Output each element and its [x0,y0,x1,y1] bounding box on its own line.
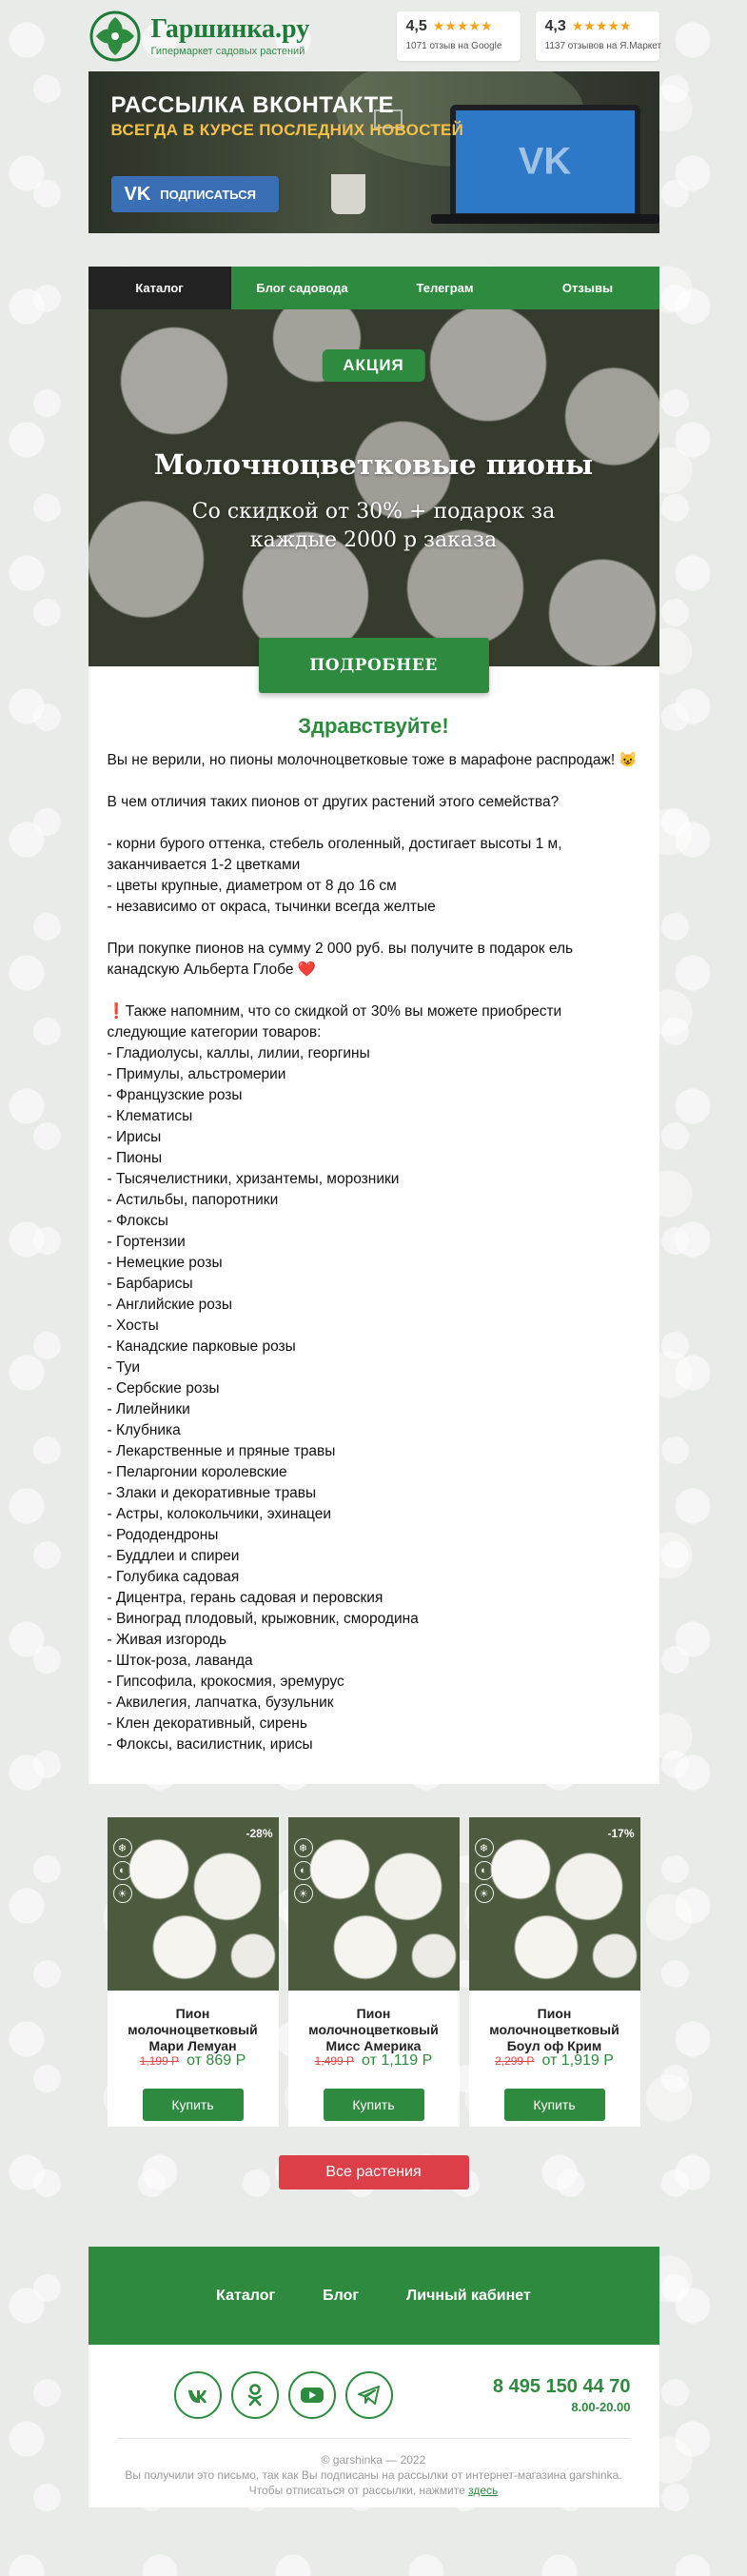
old-price: 1,199 Р [139,2054,180,2068]
vk-subscribe-banner[interactable] [88,71,659,233]
product-name[interactable]: Пион молочноцветковый Боул оф Крим [489,2006,619,2053]
unsubscribe-text: Чтобы отписаться от рассылки, нажмите [248,2484,465,2497]
category-item: - Барбарисы [107,1276,193,1292]
category-item: - Клен декоративный, сирень [107,1715,307,1732]
rating-caption: 1071 отзыв на Google [405,40,502,51]
category-item: - Живая изгородь [107,1632,227,1648]
category-item: - Тысячелистники, хризантемы, морозники [107,1171,400,1187]
category-item: - Пеларгонии королевские [107,1464,287,1480]
discount-badge: -17% [607,1827,635,1840]
nav-blog[interactable]: Блог садовода [256,281,348,295]
category-item: - Буддлеи и спиреи [107,1548,240,1564]
list-item: - цветы крупные, диаметром от 8 до 16 см [107,878,397,894]
gift-text: При покупке пионов на сумму 2 000 руб. вы получите в подарок ель канадскую Альберта Глобе ❤️ [107,941,574,978]
rating-yandex-market[interactable] [536,11,662,61]
rating-score: 4,5 [405,17,427,34]
category-item: - Гортензии [107,1234,186,1250]
laptop-image [450,105,640,219]
question-text: В чем отличия таких пионов от других растений этого семейства? [107,794,560,810]
vk-icon: VK [124,183,151,205]
unsubscribe-line [117,2483,631,2498]
category-item: - Примулы, альстромерии [107,1066,286,1082]
subscribe-label: ПОДПИСАТЬСЯ [160,187,257,202]
new-price: от 1,919 Р [541,2052,614,2069]
discount-badge: -28% [246,1827,273,1840]
letter-body [88,693,659,1784]
snowflake-icon: ❄ [475,1838,494,1857]
social-links [174,2371,393,2419]
categories-list [108,1043,640,1755]
category-item: - Гладиолусы, каллы, лилии, георгины [107,1045,370,1061]
category-item: - Английские розы [107,1297,232,1313]
banner-title: РАССЫЛКА ВКОНТАКТЕ [110,92,395,118]
list-item: - корни бурого оттенка, стебель оголенный, достигает высоты 1 м, заканчивается 1-2 цветками [107,836,562,873]
shade-icon: ◐ [113,1861,132,1880]
footer-nav-blog[interactable]: Блог [323,2287,360,2304]
buy-button[interactable]: Купить [504,2089,605,2121]
product-card[interactable] [108,1817,279,2127]
category-item: - Астильбы, папоротники [107,1192,279,1208]
nav-reviews[interactable]: Отзывы [561,281,614,295]
logo-tagline: Гипермаркет садовых растений [150,45,305,57]
category-item: - Пионы [107,1150,163,1166]
working-hours: 8.00-20.00 [571,2400,631,2414]
sun-icon: ☀ [294,1884,313,1903]
category-item: - Голубика садовая [107,1569,240,1585]
copyright: © garshinka — 2022 [321,2453,426,2467]
phone-number[interactable]: 8 495 150 44 70 [492,2376,631,2397]
category-item: - Лекарственные и пряные травы [107,1443,336,1459]
subscription-notice: Вы получили это письмо, так как Вы подписаны на рассылки от интернет-магазина garshinka. [125,2468,622,2482]
features-list [108,834,640,918]
nav-catalog[interactable]: Каталог [88,267,231,309]
category-item: - Флоксы, василистник, ирисы [107,1736,313,1753]
banner-subtitle: ВСЕГДА В КУРСЕ ПОСЛЕДНИХ НОВОСТЕЙ [110,121,464,139]
promo-badge: АКЦИЯ [322,349,425,382]
list-item: - независимо от окраса, тычинки всегда желтые [107,899,436,915]
intro-text: Вы не верили, но пионы молочноцветковые тоже в марафоне распродаж! 😺 [107,752,638,768]
product-name[interactable]: Пион молочноцветковый Мисс Америка [308,2006,439,2053]
shade-icon: ◐ [475,1861,494,1880]
category-item: - Астры, колокольчики, эхинацеи [107,1506,332,1522]
category-item: - Злаки и декоративные травы [107,1485,317,1501]
nav-telegram[interactable]: Телеграм [416,281,474,295]
sun-icon: ☀ [475,1884,494,1903]
product-name[interactable]: Пион молочноцветковый Мари Лемуан [128,2006,258,2053]
telegram-icon[interactable] [345,2371,393,2419]
all-plants-button[interactable]: Все растения [279,2155,469,2190]
hero-banner[interactable] [88,309,659,666]
contact-info [493,2376,631,2414]
old-price: 1,499 Р [314,2054,355,2068]
footer-nav-account[interactable]: Личный кабинет [406,2287,531,2304]
divider [117,2438,631,2439]
category-item: - Шток-роза, лаванда [107,1653,253,1669]
logo-icon [88,10,142,63]
youtube-icon[interactable] [288,2371,336,2419]
product-grid [88,1817,659,2127]
old-price: 2,299 Р [495,2054,535,2068]
logo-name: Гаршинка.ру [150,13,310,44]
category-item: - Флоксы [107,1213,168,1229]
snowflake-icon: ❄ [294,1838,313,1857]
rating-google[interactable] [397,11,521,61]
odnoklassniki-icon[interactable] [231,2371,279,2419]
category-item: - Гипсофила, крокосмия, эремурус [107,1674,344,1690]
category-item: - Сербские розы [107,1380,220,1397]
category-item: - Французские розы [107,1087,243,1103]
ratings [397,11,662,61]
sun-icon: ☀ [113,1884,132,1903]
shade-icon: ◐ [294,1861,313,1880]
unsubscribe-link[interactable]: здесь [468,2484,499,2497]
main-card [88,267,659,1784]
category-item: - Туи [107,1359,140,1376]
hero-subtitle: Со скидкой от 30% + подарок за каждые 2000 р заказа [191,500,556,552]
header [88,0,662,71]
vk-icon[interactable] [174,2371,222,2419]
rating-caption: 1137 отзывов на Я.Маркет [544,40,662,51]
rating-score: 4,3 [544,17,566,34]
product-image[interactable] [108,1817,279,1991]
product-card[interactable] [469,1817,640,2127]
product-image[interactable] [288,1817,460,1991]
greeting: Здравствуйте! [298,714,449,738]
cup-image [331,174,365,214]
details-button[interactable]: ПОДРОБНЕЕ [259,638,489,693]
top-nav [88,267,659,309]
category-item: - Канадские парковые розы [107,1338,296,1355]
vk-logo-icon: VK [518,140,572,183]
stars-icon: ★★★★★ [432,18,493,33]
product-image[interactable] [469,1817,640,1991]
category-item: - Клематисы [107,1108,193,1124]
new-price: от 869 Р [187,2052,246,2069]
stars-icon: ★★★★★ [571,18,632,33]
footer [88,2345,659,2507]
category-item: - Рододендроны [107,1527,219,1543]
category-item: - Аквилегия, лапчатка, бузульник [107,1694,334,1711]
category-item: - Дицентра, герань садовая и перовския [107,1590,383,1606]
category-item: - Лилейники [107,1401,190,1417]
buy-button[interactable]: Купить [143,2089,244,2121]
email-container [88,0,662,2507]
category-item: - Немецкие розы [107,1255,223,1271]
hero-title: Молочноцветковые пионы [153,448,594,481]
new-price: от 1,119 Р [362,2052,433,2069]
category-item: - Хосты [107,1318,159,1334]
buy-button[interactable]: Купить [324,2089,424,2121]
footer-nav-catalog[interactable]: Каталог [216,2287,276,2304]
laptop-base [431,214,659,224]
footer-nav [88,2247,659,2345]
logo[interactable] [88,10,310,63]
product-card[interactable] [288,1817,460,2127]
category-item: - Ирисы [107,1129,162,1145]
category-item: - Клубника [107,1422,181,1438]
reminder-text: ❗Также напомним, что со скидкой от 30% вы можете приобрести следующие категории товаров: [107,1003,562,1040]
snowflake-icon: ❄ [113,1838,132,1857]
subscribe-button[interactable] [111,176,279,212]
category-item: - Виноград плодовый, крыжовник, смородина [107,1611,419,1627]
